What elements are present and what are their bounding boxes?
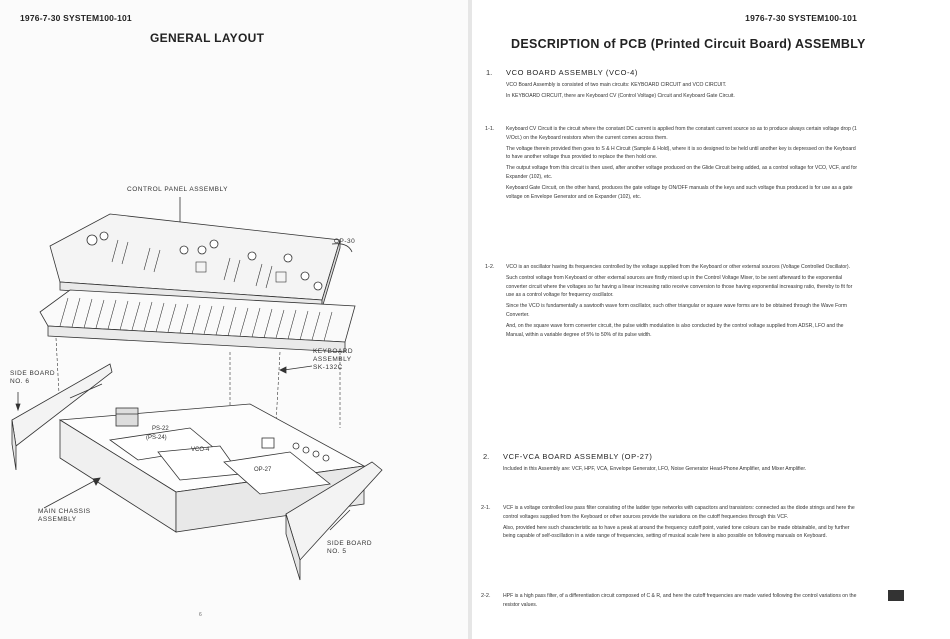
- general-layout-title: GENERAL LAYOUT: [150, 31, 265, 45]
- section-2-1-para-2: Also, provided here such characteristic as to have a peak at around the frequency cutoff point, varied tone colours can be made obtainable, and by further being capable of self-oscillation in a wide range of frequencies, setting of musical scale here is also possible on following manuals on Keyboard.: [503, 524, 850, 540]
- section-2-number: 2.: [483, 452, 490, 461]
- pcb-description-title: DESCRIPTION of PCB (Printed Circuit Board) ASSEMBLY: [511, 37, 866, 51]
- scan-tab-marker: [888, 590, 904, 601]
- section-1-para-1: VCO Board Assembly is consisted of two main circuits: KEYBOARD CIRCUIT and VCO CIRCUIT.: [506, 82, 727, 88]
- pcb-label-vco4: VCO-4: [191, 447, 210, 453]
- pcb-label-op27: OP-27: [254, 467, 272, 473]
- section-1-number: 1.: [486, 68, 493, 77]
- section-2-2-text: [503, 592, 861, 612]
- section-1-heading: VCO BOARD ASSEMBLY (VCO-4): [506, 68, 639, 77]
- section-2-para-1: Included in this Assembly are: VCF, HPF, VCA, Envelope Generator, LFO, Noise Generator Head-Phone Amplifier, and Mixer Amplifier.: [503, 466, 807, 472]
- page-number: 6: [199, 612, 202, 618]
- section-1-1-para-3: The output voltage from this circuit is then used, after another voltage produced on the Glide Circuit being added, as a control voltage for VCO, VCF, and for Expander (102), etc.: [506, 165, 858, 180]
- section-2-1-para-1: VCF is a voltage controlled low pass filter consisting of the ladder type networks with capacitors and transistors: connected as the diode strings and here the control voltages supplied from the Keyboard or other sources provide the variations on the cutoff frequencies through this VCF.: [503, 505, 855, 520]
- label-keyboard-assembly: KEYBOARD ASSEMBLY SK-132C: [313, 348, 354, 371]
- section-1-1-text: [506, 125, 861, 203]
- right-page-header: 1976-7-30 SYSTEM100-101: [745, 13, 857, 23]
- section-1-2-para-3: Since the VCO is fundamentally a sawtooth wave form oscillator, such other triangular or square wave forms are to be obtained through the Wave Form Converter.: [506, 303, 847, 318]
- label-main-chassis: MAIN CHASSIS ASSEMBLY: [38, 508, 91, 523]
- section-1-2-para-2: Such control voltage from Keyboard or other external sources are firstly mixed up in the Control Voltage Mixer, to be sent afterward to the exponential converter circuit where the voltages so far having a linear increasing ratio receive conversion to those having exponential increasing ratio, thereby to fit for use as a control voltage for frequency oscillator.: [506, 274, 853, 299]
- general-layout-drawing: [0, 0, 468, 639]
- section-2-1-text: [503, 504, 861, 543]
- section-2-text: [503, 465, 861, 476]
- pcb-label-ps22: PS-22: [152, 426, 169, 432]
- label-op30: OP-30: [334, 238, 356, 245]
- section-1-2-text: [506, 263, 861, 341]
- section-1-para-2: In KEYBOARD CIRCUIT, there are Keyboard CV (Control Voltage) Circuit and Keyboard Gate Circuit.: [506, 92, 735, 99]
- section-2-2-number: 2-2.: [481, 593, 491, 599]
- section-1-2-para-1: VCO is an oscillator having its frequencies controlled by the voltage supplied from the Keyboard or other external sources (Voltage Controlled Oscillator).: [506, 264, 851, 270]
- pcb-label-ps24: (PS-24): [146, 435, 167, 441]
- label-control-panel: CONTROL PANEL ASSEMBLY: [127, 186, 228, 193]
- section-1-1-para-4: Keyboard Gate Circuit, on the other hand, produces the gate voltage by ON/OFF manuals of the keys and such voltage thus produced is for use as a gate voltage on Envelope Generator and on Expander (102), etc.: [506, 184, 853, 200]
- right-page: [472, 0, 950, 639]
- section-1-2-number: 1-2.: [485, 264, 495, 270]
- label-side-board-5: SIDE BOARD NO. 5: [327, 540, 373, 555]
- left-page: [0, 0, 468, 639]
- section-1-1-para-2: The voltage therein provided then goes to S & H Circuit (Sample & Hold), where it is so designed to be held until another key is depressed on the Keyboard to have another voltage thus provided to replace the then hold one.: [506, 145, 856, 161]
- label-side-board-6: SIDE BOARD NO. 6: [10, 370, 56, 385]
- section-1-1-para-1: Keyboard CV Circuit is the circuit where the constant DC current is applied from the constant current source so as to produce always certain voltage drop (1 V/Oct.) on the Keyboard resistors when the current comes across them.: [506, 126, 857, 141]
- section-1-text: [506, 81, 861, 103]
- section-2-2-para-1: HPF is a high pass filter, of a differentiation circuit composed of C & R, and here the cutoff frequencies are made varied following the control variations on the resistor values.: [503, 593, 857, 608]
- section-1-1-number: 1-1.: [485, 126, 495, 132]
- left-page-header: 1976-7-30 SYSTEM100-101: [20, 13, 132, 23]
- section-2-1-number: 2-1.: [481, 505, 491, 511]
- section-2-heading: VCF-VCA BOARD ASSEMBLY (OP-27): [503, 452, 653, 461]
- section-1-2-para-4: And, on the square wave form converter circuit, the pulse width modulation is also conducted by the control voltage supplied from ADSR, LFO and the Manual, within a variable degree of 5% to 50% of its pulse width.: [506, 322, 844, 338]
